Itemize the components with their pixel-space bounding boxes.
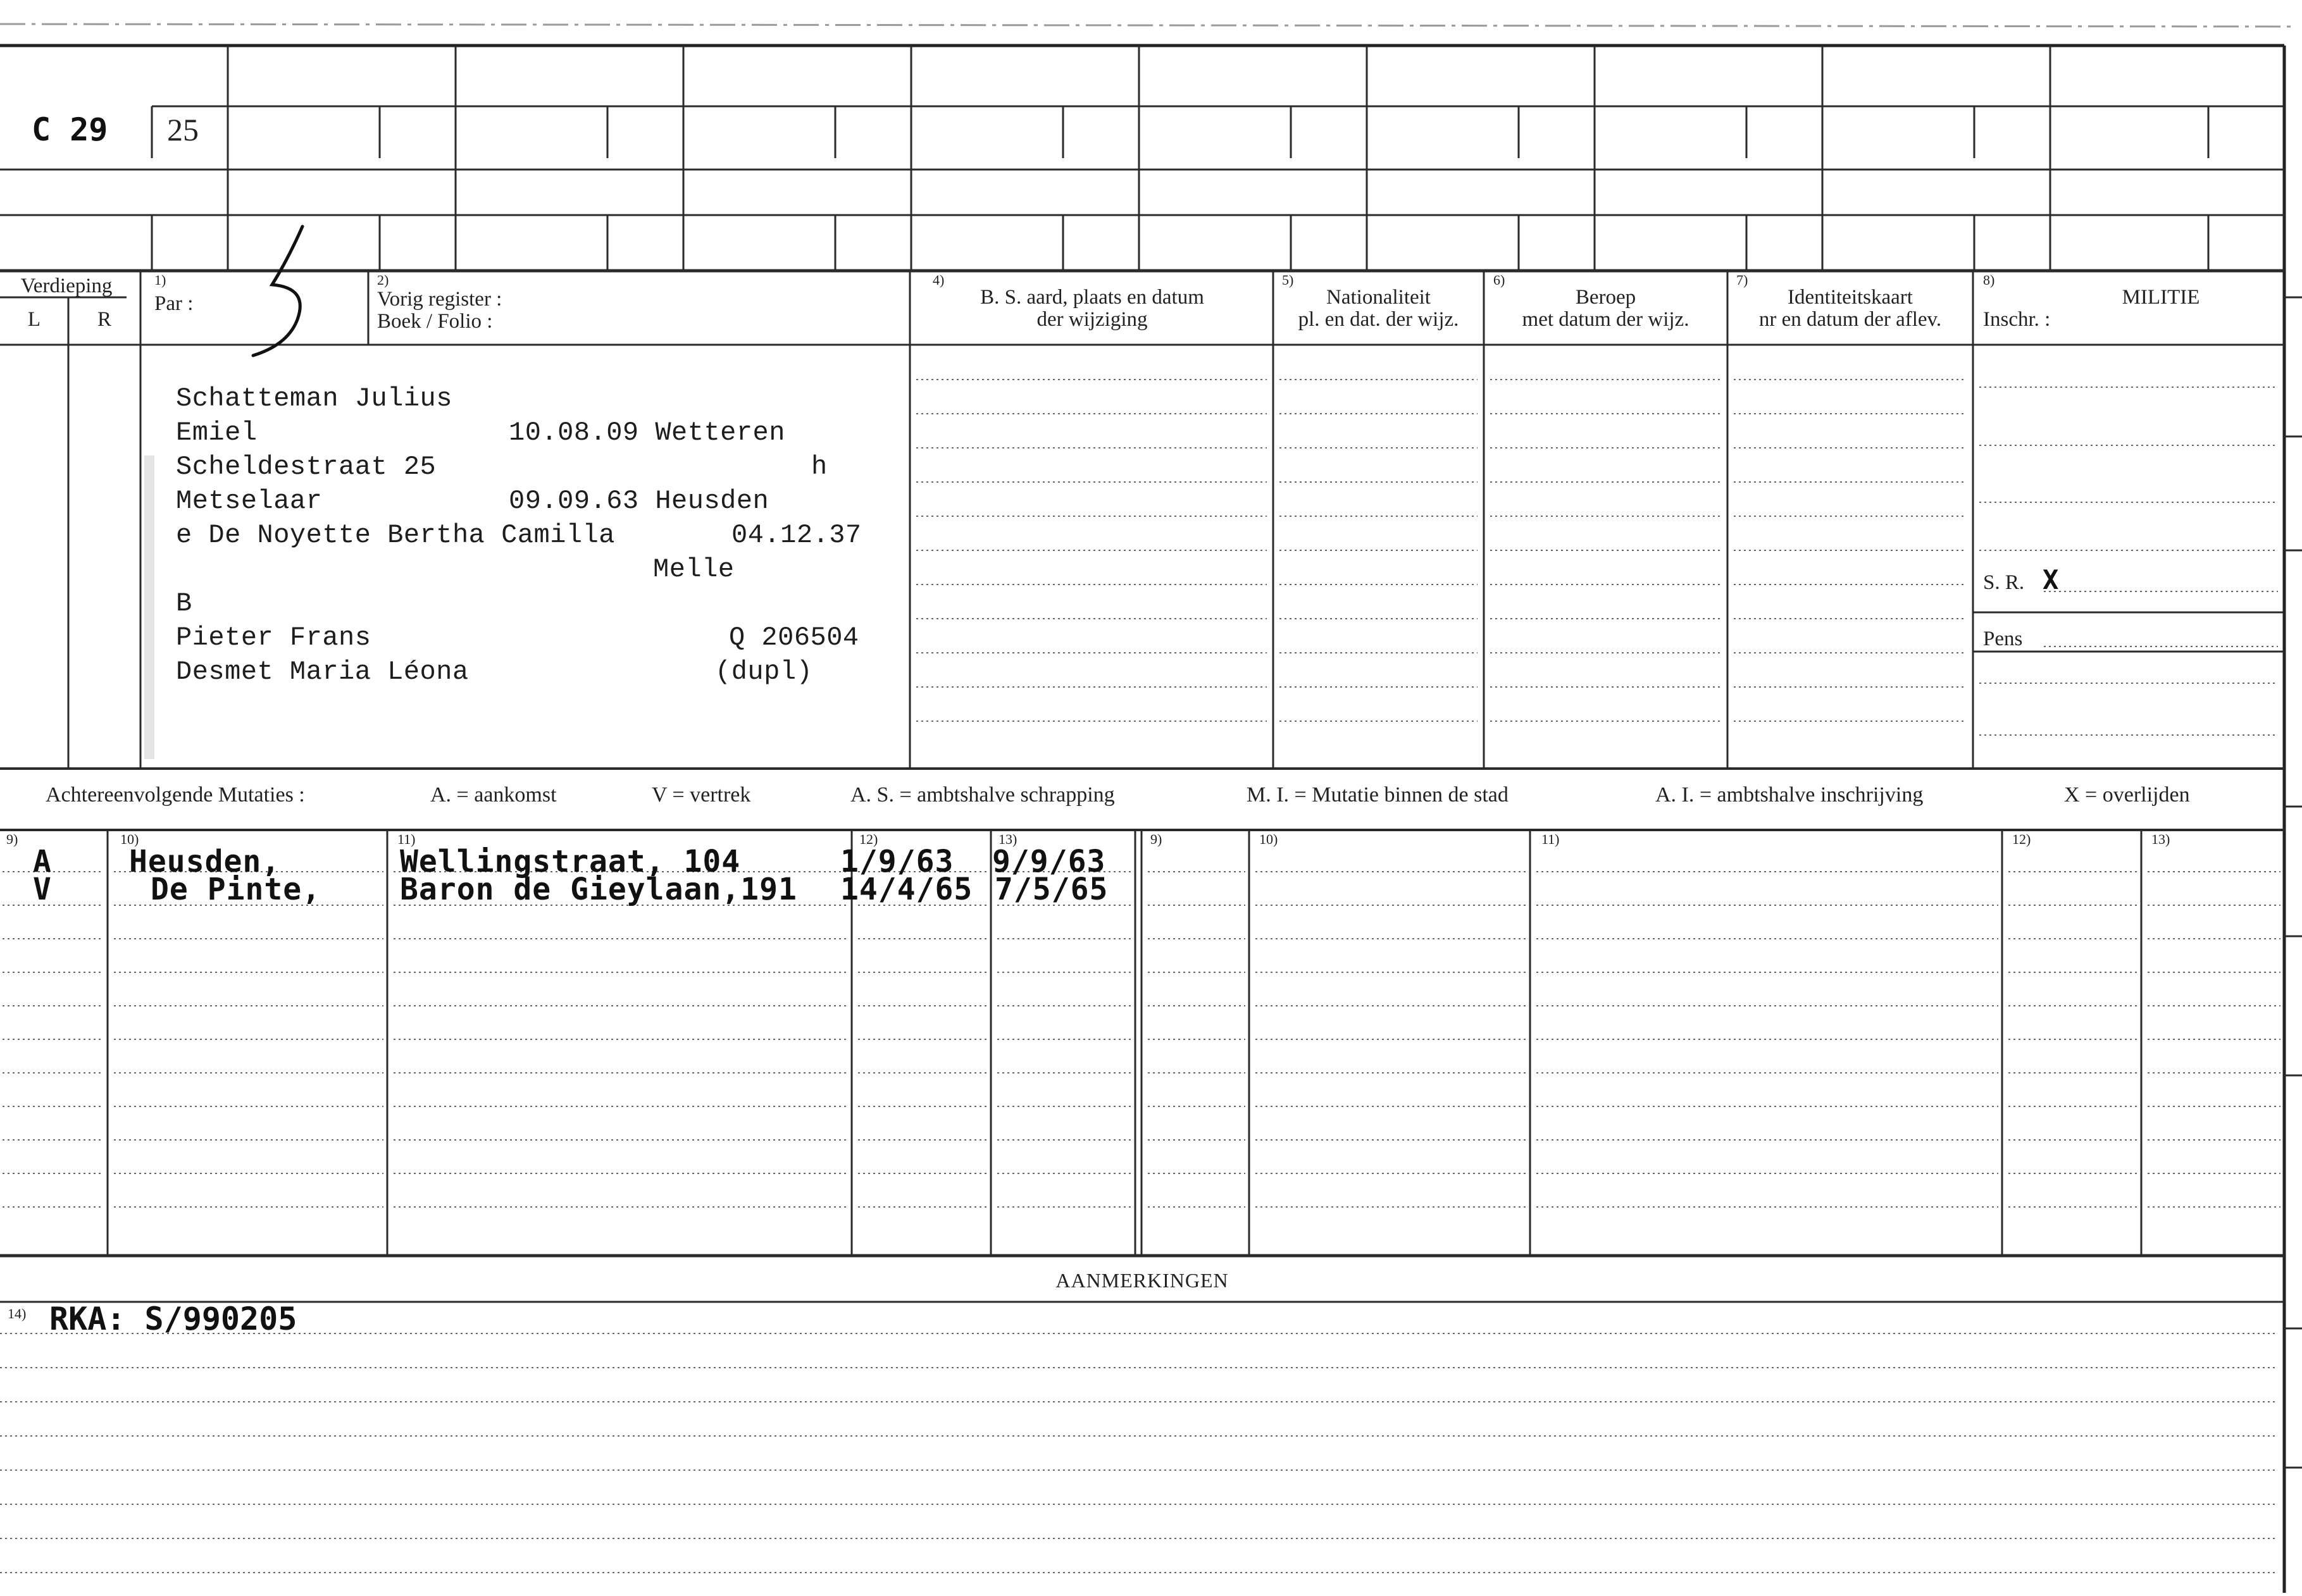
mut-row1-code: A [33,844,52,879]
col2-number: 2) [377,272,389,288]
person-spouse-place: Melle [653,554,735,585]
verdieping-right: R [97,308,111,331]
mut-row1-place: Heusden, [129,844,281,879]
pens-label: Pens [1983,628,2023,650]
sr-value: X [2043,564,2059,595]
mut-col-9b: 9) [1150,831,1162,847]
mut-col-13: 13) [999,831,1017,847]
legend-vertrek: V = vertrek [652,783,751,807]
par-label: Par : [154,292,194,315]
aanmerkingen-text: RKA: S/990205 [49,1301,297,1337]
mut-row1-address: Wellingstraat, 104 [400,844,741,879]
militie-title: MILITIE [2122,286,2200,309]
col7-line2: nr en datum der aflev. [1758,308,1942,331]
person-firstname: Emiel [176,418,258,448]
aanmerkingen-number: 14) [8,1306,27,1321]
boek-folio-label: Boek / Folio : [377,310,493,333]
inschr-label: Inschr. : [1983,308,2051,331]
col5-number: 5) [1282,272,1294,288]
mut-row2-date2: 7/5/65 [995,872,1109,907]
col4-line2: der wijziging [1036,308,1148,331]
col7-number: 7) [1736,272,1748,288]
verdieping-left: L [27,308,41,331]
mut-row1-date2: 9/9/63 [992,844,1106,879]
mut-row1-date1: 1/9/63 [840,844,954,879]
par-handwritten-mark [253,226,302,356]
legend-schrapping: A. S. = ambtshalve schrapping [850,783,1115,807]
person-dupl: (dupl) [715,657,813,687]
person-id: Q 206504 [729,622,859,653]
legend-mutatie: M. I. = Mutatie binnen de stad [1247,783,1509,807]
sr-label: S. R. [1983,571,2025,594]
vorig-register-label: Vorig register : [377,288,502,311]
person-mother: Desmet Maria Léona [176,657,469,687]
mut-col-10: 10) [120,831,139,847]
col6-line2: met datum der wijz. [1522,308,1689,331]
col8-number: 8) [1983,272,1995,288]
mut-row2-date1: 14/4/65 [840,872,973,907]
person-name: Schatteman Julius [176,383,452,414]
card-number: 25 [167,112,199,147]
col4-number: 4) [933,272,945,288]
col5-line2: pl. en dat. der wijz. [1298,308,1459,331]
mut-col-10b: 10) [1259,831,1278,847]
mut-row2-address: Baron de Gieylaan,191 [400,872,797,907]
person-birth: 10.08.09 Wetteren [509,418,785,448]
aanmerkingen-title: AANMERKINGEN [1055,1269,1229,1292]
col4-line1: B. S. aard, plaats en datum [980,286,1204,309]
mutaties-title: Achtereenvolgende Mutaties : [46,783,305,807]
mut-col-11b: 11) [1541,831,1560,847]
person-mark: h [811,452,828,482]
verdieping-title: Verdieping [20,275,113,297]
person-arrival: 09.09.63 Heusden [509,486,769,516]
mut-col-12: 12) [859,831,878,847]
mut-row2-place: De Pinte, [151,872,321,907]
mut-col-9: 9) [6,831,18,847]
person-address: Scheldestraat 25 [176,452,437,482]
person-spouse-birth: 04.12.37 [731,520,862,550]
legend-inschrijving: A. I. = ambtshalve inschrijving [1655,783,1924,807]
mut-col-13b: 13) [2151,831,2170,847]
person-status: B [176,588,192,619]
mut-col-12b: 12) [2012,831,2031,847]
legend-overlijden: X = overlijden [2064,783,2190,807]
person-occupation: Metselaar [176,486,323,516]
card-code: C 29 [32,111,108,148]
mut-col-11: 11) [397,831,416,847]
col7-line1: Identiteitskaart [1788,286,1913,309]
legend-aankomst: A. = aankomst [430,783,557,807]
col6-number: 6) [1493,272,1505,288]
mut-row2-code: V [33,872,52,907]
col6-line1: Beroep [1575,286,1636,309]
person-spouse: e De Noyette Bertha Camilla [176,520,616,550]
col1-number: 1) [154,272,166,288]
col5-line1: Nationaliteit [1326,286,1431,309]
person-father: Pieter Frans [176,622,371,653]
